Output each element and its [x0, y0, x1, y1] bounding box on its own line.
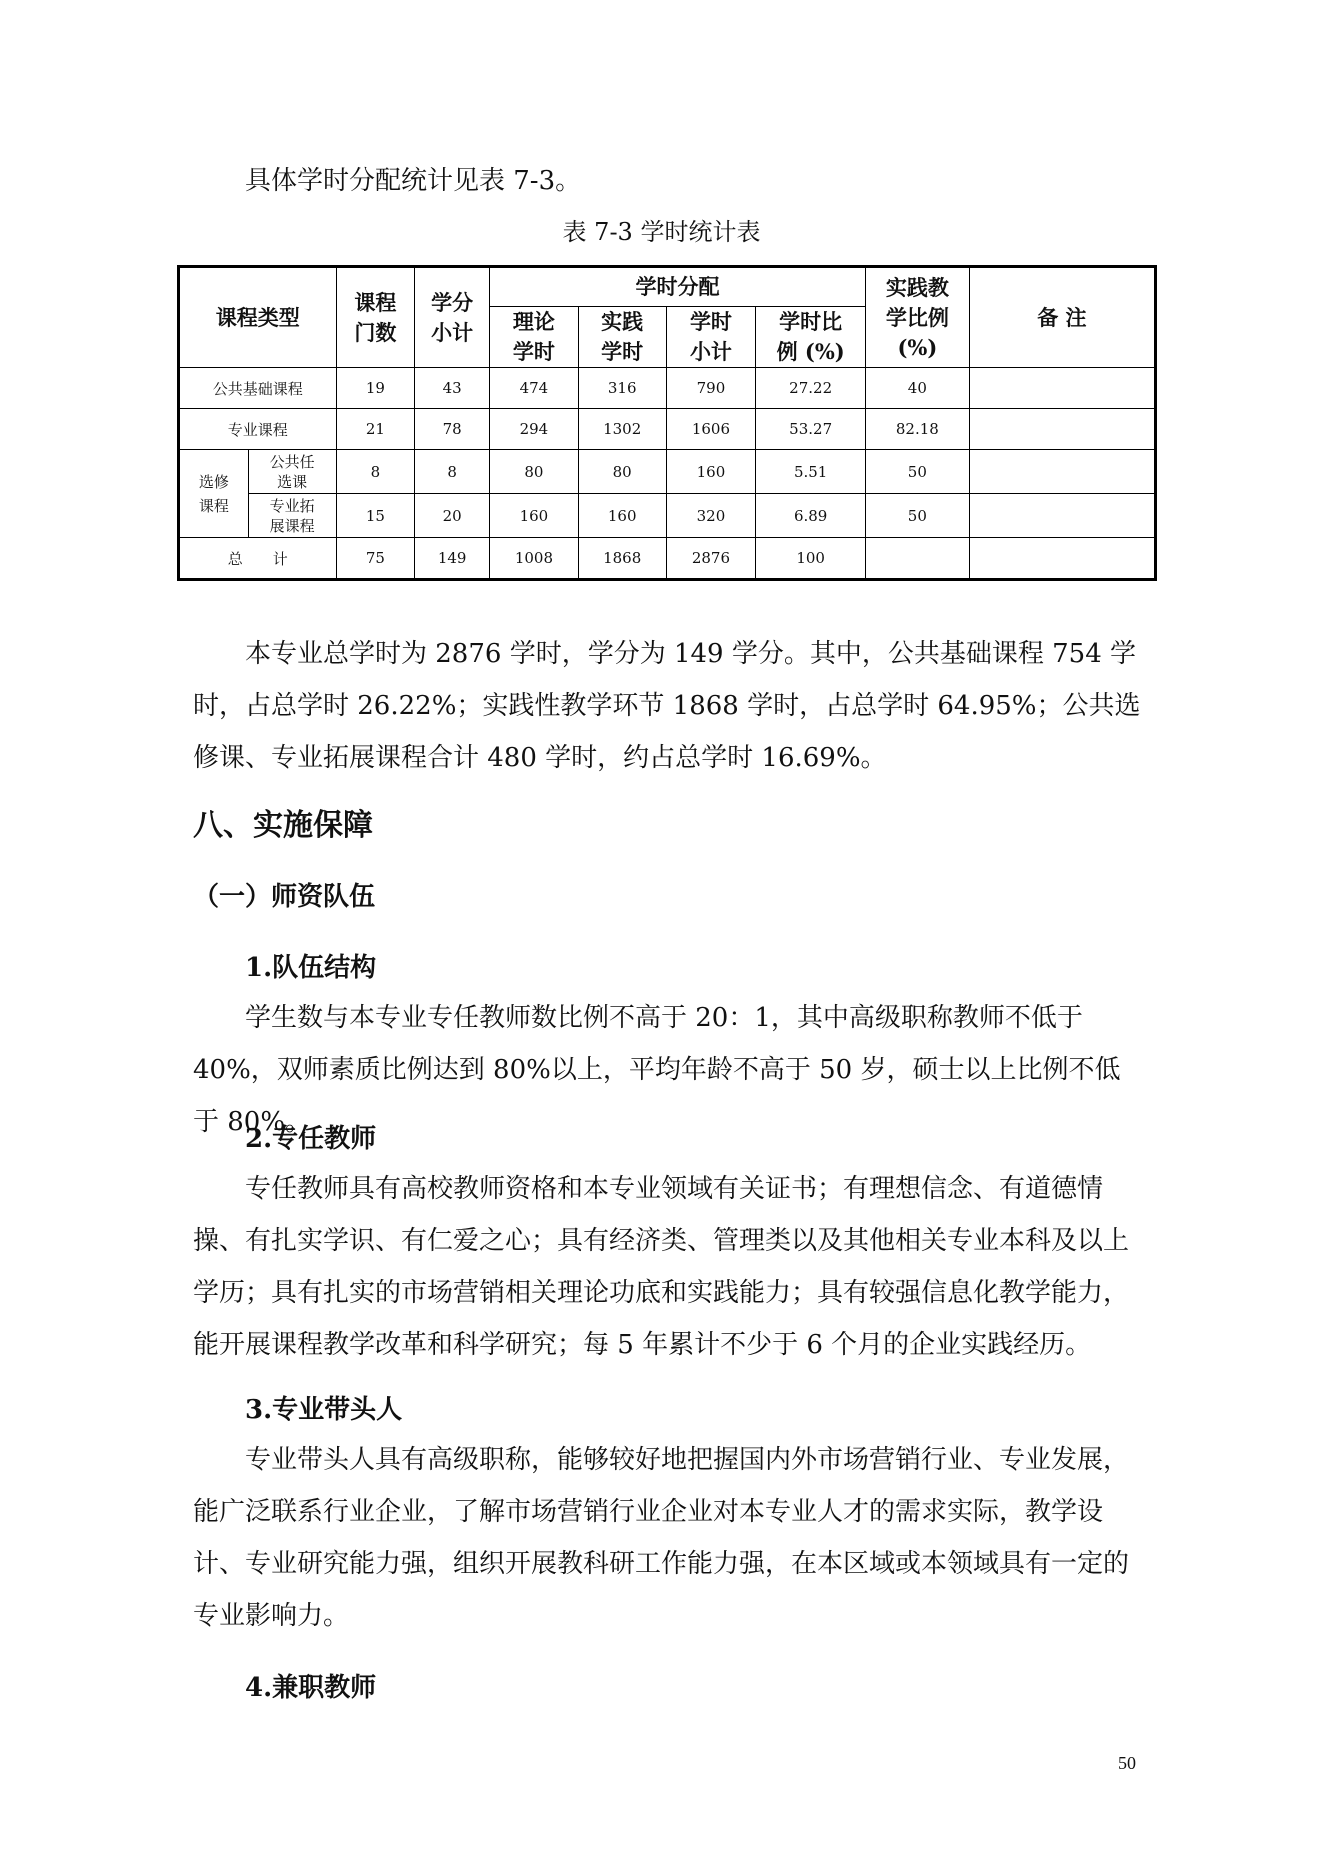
table-row — [179, 494, 1156, 538]
cell-type: 公共任 选课 — [248, 450, 336, 494]
table-row — [179, 538, 1156, 580]
cell-ratio: 53.27 — [756, 409, 866, 450]
header-practice-hours: 实践 学时 — [578, 307, 666, 368]
header-hours-total: 学时 小计 — [666, 307, 756, 368]
header-remarks: 备 注 — [969, 267, 1155, 368]
cell-credits: 8 — [415, 450, 490, 494]
item-heading-full-time-teachers: 2.专任教师 — [245, 1124, 377, 1154]
cell-count: 21 — [336, 409, 415, 450]
table-row — [179, 368, 1156, 409]
page-number: 50 — [1118, 1753, 1136, 1773]
elective-group-label: 选修 课程 — [179, 450, 249, 538]
cell-total: 790 — [666, 368, 756, 409]
cell-ratio: 27.22 — [756, 368, 866, 409]
header-hours-allocation: 学时分配 — [490, 267, 866, 307]
section-subtitle: （一）师资队伍 — [193, 882, 376, 912]
cell-ratio: 6.89 — [756, 494, 866, 538]
cell-total: 1606 — [666, 409, 756, 450]
cell-count: 8 — [336, 450, 415, 494]
item-heading-part-time-teachers: 4.兼职教师 — [245, 1673, 377, 1703]
cell-practice: 316 — [578, 368, 666, 409]
header-practice-ratio: 实践教 学比例 (%) — [866, 267, 970, 368]
header-theory-hours: 理论 学时 — [490, 307, 579, 368]
header-course-count: 课程 门数 — [336, 267, 415, 368]
header-course-type: 课程类型 — [179, 267, 337, 368]
cell-ratio: 5.51 — [756, 450, 866, 494]
cell-credits: 149 — [415, 538, 490, 580]
cell-total: 2876 — [666, 538, 756, 580]
cell-remark — [969, 409, 1155, 450]
cell-practice: 80 — [578, 450, 666, 494]
intro-text: 具体学时分配统计见表 7-3。 — [245, 166, 582, 196]
cell-theory: 294 — [490, 409, 579, 450]
header-credit-total: 学分 小计 — [415, 267, 490, 368]
cell-total: 160 — [666, 450, 756, 494]
cell-remark — [969, 494, 1155, 538]
cell-remark — [969, 538, 1155, 580]
cell-theory: 1008 — [490, 538, 579, 580]
cell-practice: 160 — [578, 494, 666, 538]
cell-ratio: 100 — [756, 538, 866, 580]
cell-practice-ratio: 50 — [866, 494, 970, 538]
summary-paragraph: 本专业总学时为 2876 学时，学分为 149 学分。其中，公共基础课程 754 学时，占总学时 26.22%；实践性教学环节 1868 学时，占总学时 64.95%；公共选修课、专业拓展课程合计 480 学时，约占总学时 16.69%。 — [193, 639, 1141, 773]
header-hours-ratio: 学时比 例 (%) — [756, 307, 866, 368]
cell-practice-ratio — [866, 538, 970, 580]
cell-practice-ratio: 82.18 — [866, 409, 970, 450]
cell-type: 专业拓 展课程 — [248, 494, 336, 538]
cell-type: 公共基础课程 — [179, 368, 337, 409]
cell-type: 总 计 — [179, 538, 337, 580]
hours-statistics-table — [177, 265, 1157, 581]
cell-credits: 43 — [415, 368, 490, 409]
item-text-team-structure: 学生数与本专业专任教师数比例不高于 20：1，其中高级职称教师不低于 40%，双师素质比例达到 80%以上，平均年龄不高于 50 岁，硕士以上比例不低于 80%。 — [193, 1003, 1121, 1137]
cell-practice-ratio: 50 — [866, 450, 970, 494]
cell-practice: 1868 — [578, 538, 666, 580]
item-text-full-time-teachers: 专任教师具有高校教师资格和本专业领域有关证书；有理想信念、有道德情操、有扎实学识、有仁爱之心；具有经济类、管理类以及其他相关专业本科及以上学历；具有扎实的市场营销相关理论功底和实践能力；具有较强信息化教学能力，能开展课程教学改革和科学研究；每 5 年累计不少于 6 个月的企业实践经历。 — [193, 1174, 1130, 1360]
table-row — [179, 409, 1156, 450]
item-text-program-leader: 专业带头人具有高级职称，能够较好地把握国内外市场营销行业、专业发展，能广泛联系行业企业，了解市场营销行业企业对本专业人才的需求实际，教学设计、专业研究能力强，组织开展教科研工作能力强，在本区域或本领域具有一定的专业影响力。 — [193, 1445, 1130, 1631]
cell-count: 75 — [336, 538, 415, 580]
section-title: 八、实施保障 — [193, 808, 373, 843]
cell-credits: 78 — [415, 409, 490, 450]
cell-count: 19 — [336, 368, 415, 409]
item-heading-program-leader: 3.专业带头人 — [245, 1395, 403, 1425]
cell-type: 专业课程 — [179, 409, 337, 450]
cell-total: 320 — [666, 494, 756, 538]
cell-remark — [969, 368, 1155, 409]
cell-practice: 1302 — [578, 409, 666, 450]
cell-theory: 80 — [490, 450, 579, 494]
cell-practice-ratio: 40 — [866, 368, 970, 409]
table-caption: 表 7-3 学时统计表 — [562, 218, 761, 246]
cell-theory: 160 — [490, 494, 579, 538]
table-row — [179, 450, 1156, 494]
cell-count: 15 — [336, 494, 415, 538]
cell-theory: 474 — [490, 368, 579, 409]
cell-credits: 20 — [415, 494, 490, 538]
item-heading-team-structure: 1.队伍结构 — [245, 953, 377, 983]
cell-remark — [969, 450, 1155, 494]
